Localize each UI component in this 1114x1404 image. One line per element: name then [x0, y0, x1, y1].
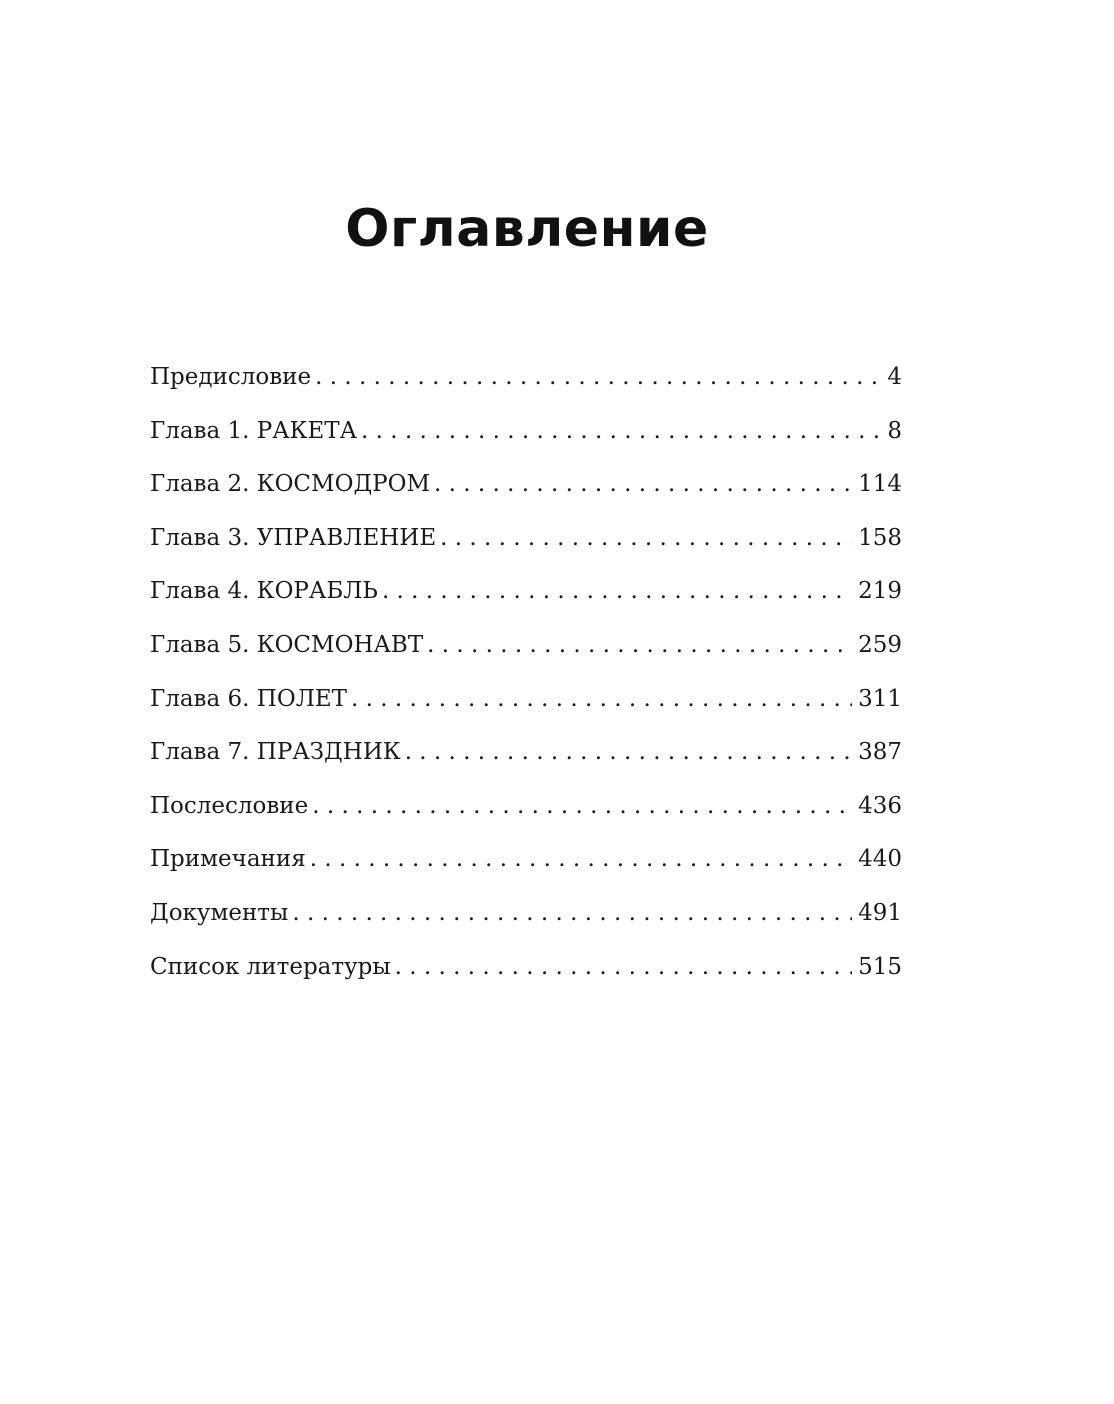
dot-leader — [351, 686, 852, 712]
toc-entry-page-number: 8 — [887, 417, 902, 444]
toc-entry-bibliography[interactable] — [150, 954, 902, 1008]
dot-leader — [434, 471, 852, 497]
dot-leader — [382, 578, 852, 604]
toc-entry-chapter-4[interactable] — [150, 578, 902, 632]
toc-entry-page-number: 387 — [858, 739, 902, 766]
toc-entry-chapter-1[interactable] — [150, 418, 902, 472]
toc-entry-label: Глава 3. УПРАВЛЕНИЕ — [150, 524, 437, 551]
toc-entry-chapter-5[interactable] — [150, 632, 902, 686]
toc-entry-notes[interactable] — [150, 846, 902, 900]
toc-entry-documents[interactable] — [150, 900, 902, 954]
toc-entry-page-number: 158 — [858, 524, 902, 551]
toc-entry-chapter-3[interactable] — [150, 525, 902, 579]
toc-entry-page-number: 491 — [858, 899, 902, 926]
toc-entry-label: Глава 1. РАКЕТА — [150, 417, 358, 444]
toc-entry-chapter-6[interactable] — [150, 686, 902, 740]
toc-entry-label: Примечания — [150, 846, 306, 873]
toc-entry-label: Документы — [150, 899, 289, 926]
toc-entry-label: Глава 4. КОРАБЛЬ — [150, 578, 378, 605]
page-title: Оглавление — [345, 199, 709, 259]
toc-entry-page-number: 259 — [858, 631, 902, 658]
toc-entry-page-number: 440 — [858, 846, 902, 873]
toc-entry-label: Послесловие — [150, 792, 309, 819]
toc-entry-afterword[interactable] — [150, 793, 902, 847]
dot-leader — [315, 364, 881, 390]
toc-entry-label: Глава 6. ПОЛЕТ — [150, 685, 348, 712]
toc-entry-label: Глава 5. КОСМОНАВТ — [150, 631, 424, 658]
table-of-contents — [150, 364, 902, 1007]
toc-entry-label: Список литературы — [150, 953, 391, 980]
dot-leader — [310, 846, 852, 872]
dot-leader — [395, 954, 852, 980]
toc-entry-page-number: 311 — [858, 685, 902, 712]
toc-entry-preface[interactable] — [150, 364, 902, 418]
toc-entry-label: Глава 7. ПРАЗДНИК — [150, 739, 401, 766]
toc-entry-chapter-7[interactable] — [150, 739, 902, 793]
toc-entry-label: Глава 2. КОСМОДРОМ — [150, 471, 431, 498]
toc-entry-page-number: 114 — [858, 471, 902, 498]
toc-entry-page-number: 515 — [858, 953, 902, 980]
dot-leader — [440, 525, 852, 551]
toc-entry-page-number: 4 — [887, 364, 902, 390]
toc-entry-chapter-2[interactable] — [150, 471, 902, 525]
toc-entry-page-number: 436 — [858, 792, 902, 819]
dot-leader — [427, 632, 852, 658]
dot-leader — [292, 900, 852, 926]
dot-leader — [405, 739, 852, 765]
dot-leader — [361, 418, 881, 444]
dot-leader — [312, 793, 852, 819]
toc-entry-page-number: 219 — [858, 578, 902, 605]
toc-entry-label: Предисловие — [150, 364, 312, 390]
